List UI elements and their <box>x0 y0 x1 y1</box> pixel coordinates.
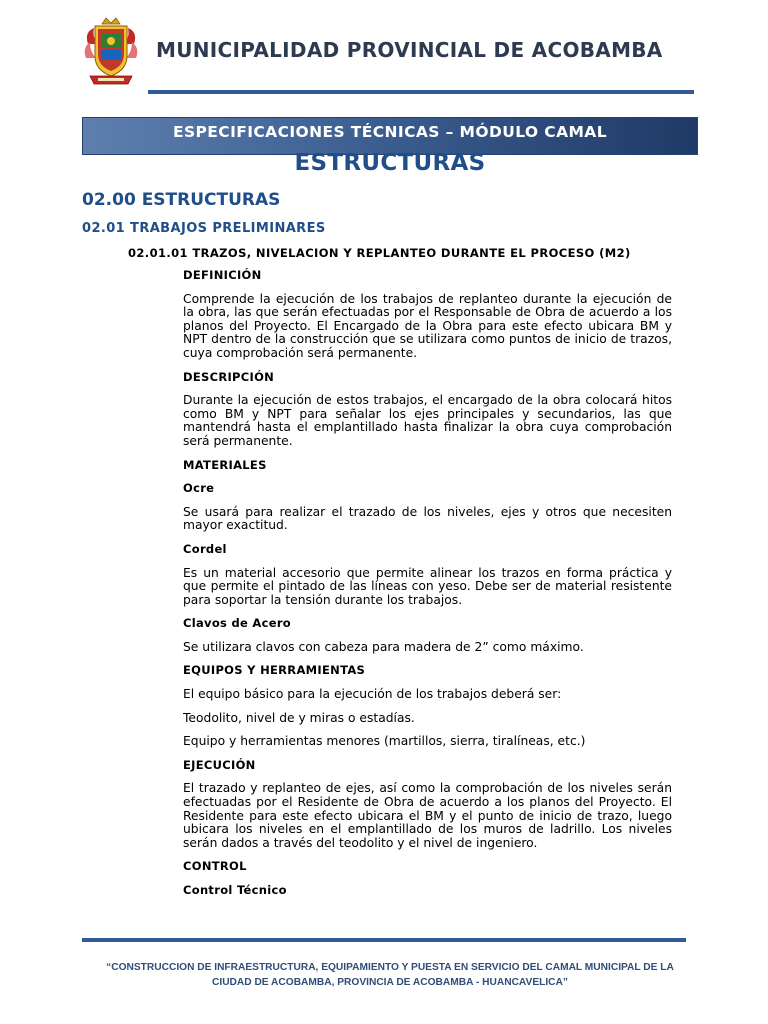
header-divider <box>148 90 694 94</box>
page-footer <box>100 960 680 990</box>
ocre-text: Se usará para realizar el trazado de los niveles, ejes y otros que necesiten mayor exactitud. <box>183 504 672 533</box>
execution-heading: EJECUCIÓN <box>183 757 256 772</box>
definition-heading: DEFINICIÓN <box>183 268 262 282</box>
equipment-text-3: Equipo y herramientas menores (martillos, sierra, tiralíneas, etc.) <box>183 734 586 749</box>
execution-text: El trazado y replanteo de ejes, así como la comprobación de los niveles serán efectuadas por el Residente de Obra de acuerdo a los planos del Proyecto. El Residente para este efecto ubicara el BM y el punto de inicio de trazo, luego ubicara los niveles en el emplantillado de los muros de ladrillo. Los niveles serán dados a través del teodolito y el nivel de ingeniero. <box>183 781 672 850</box>
cordel-text: Es un material accesorio que permite alinear los trazos en forma práctica y que permite el pintado de las líneas con yeso. Debe ser de material resistente para soportar la tensión durante los trabajos. <box>183 565 672 607</box>
page-header <box>0 0 768 100</box>
footer-divider <box>82 938 686 942</box>
clavos-text: Se utilizara clavos con cabeza para madera de 2” como máximo. <box>183 639 584 654</box>
materials-heading: MATERIALES <box>183 457 267 472</box>
municipality-title: MUNICIPALIDAD PROVINCIAL DE ACOBAMBA <box>156 38 663 62</box>
heading-preliminary-works: 02.01 TRABAJOS PRELIMINARES <box>82 221 326 236</box>
equipment-text-1: El equipo básico para la ejecución de los trabajos deberá ser: <box>183 687 562 702</box>
definition-text: Comprende la ejecución de los trabajos de replanteo durante la ejecución de la obra, las que serán efectuadas por el Responsable de Obra de acuerdo a los planos del Proyecto. El Encargado de la Obra para este efecto ubicara BM y NPT dentro de la construcción que se utilizara como puntos de inicio de trazos, cuya comprobación será permanente. <box>183 291 672 360</box>
cordel-heading: Cordel <box>183 541 227 556</box>
equipment-heading: EQUIPOS Y HERRAMIENTAS <box>183 663 366 678</box>
municipal-coat-of-arms-icon <box>82 14 140 90</box>
heading-structures: 02.00 ESTRUCTURAS <box>82 190 281 210</box>
footer-line-2: CIUDAD DE ACOBAMBA, PROVINCIA DE ACOBAMBA - HUANCAVELICA” <box>212 977 568 988</box>
clavos-heading: Clavos de Acero <box>183 616 292 631</box>
footer-line-1: “CONSTRUCCION DE INFRAESTRUCTURA, EQUIPAMIENTO Y PUESTA EN SERVICIO DEL CAMAL MUNICIPAL DE LA <box>106 962 674 973</box>
control-heading: CONTROL <box>183 859 247 874</box>
description-heading: DESCRIPCIÓN <box>183 369 275 384</box>
section-title: ESTRUCTURAS <box>294 150 486 176</box>
ocre-heading: Ocre <box>183 481 215 496</box>
spec-content <box>183 269 672 908</box>
description-text: Durante la ejecución de estos trabajos, el encargado de la obra colocará hitos como BM y NPT para señalar los ejes principales y secundarios, las que mantendrá hasta el emplantillado hasta finalizar la obra cuya comprobación será permanente. <box>183 393 672 448</box>
technical-control-heading: Control Técnico <box>183 883 287 897</box>
equipment-text-2: Teodolito, nivel de y miras o estadías. <box>183 710 415 725</box>
specs-banner-text: ESPECIFICACIONES TÉCNICAS – MÓDULO CAMAL <box>173 123 607 141</box>
heading-layout-leveling: 02.01.01 TRAZOS, NIVELACION Y REPLANTEO DURANTE EL PROCESO (M2) <box>128 246 631 260</box>
